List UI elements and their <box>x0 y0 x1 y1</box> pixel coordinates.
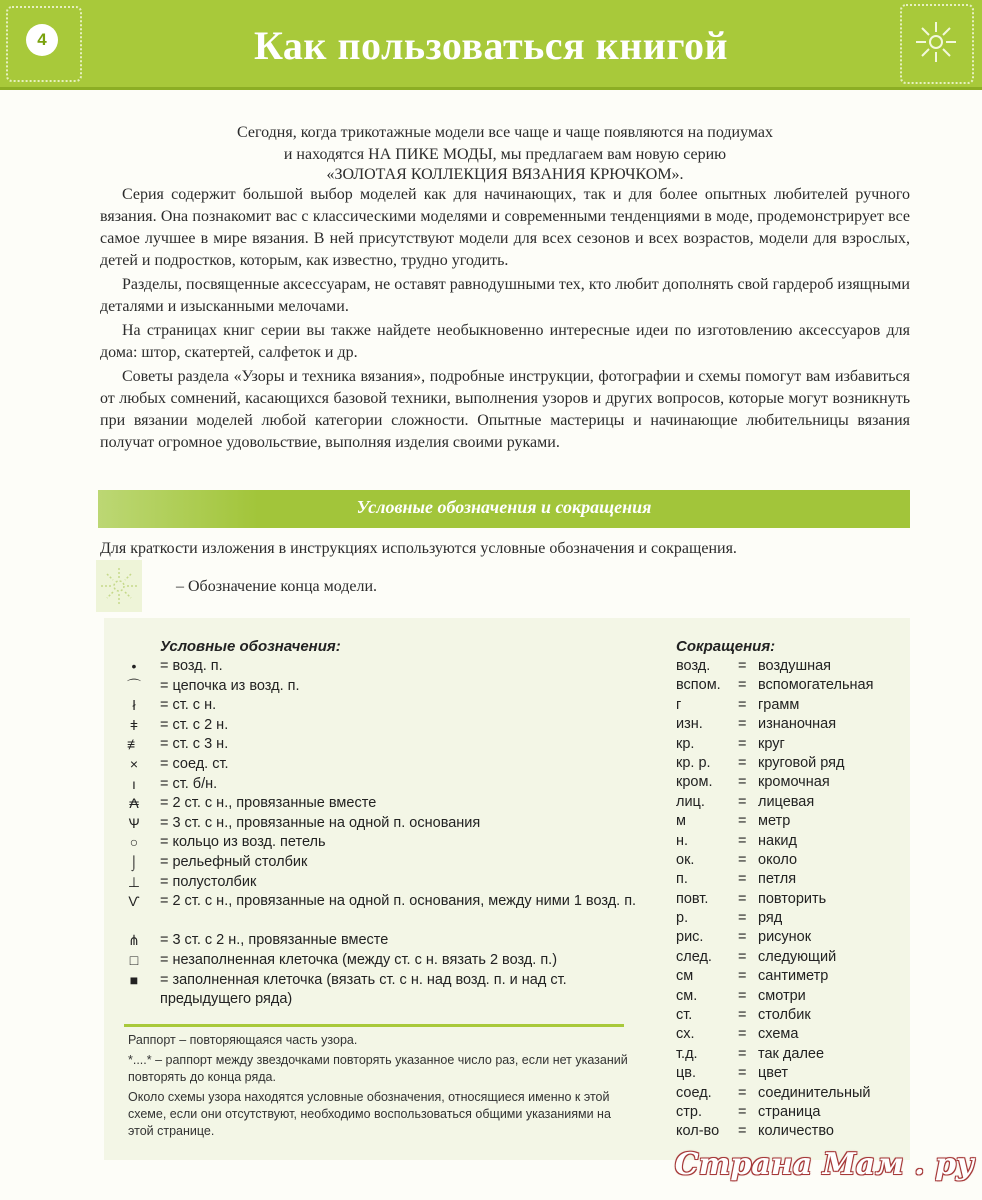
abbreviation-key: кр. р. <box>676 754 711 771</box>
abbreviation-value: ряд <box>758 910 783 927</box>
abbreviation-key: т.д. <box>676 1045 698 1062</box>
abbreviation-row <box>676 1045 906 1064</box>
equals-sign: = <box>738 793 747 810</box>
series-name: «ЗОЛОТАЯ КОЛЛЕКЦИЯ ВЯЗАНИЯ КРЮЧКОМ». <box>326 166 684 183</box>
abbreviation-row <box>676 1025 906 1044</box>
symbol-text: соед. ст. <box>172 755 229 772</box>
equals-sign: = <box>738 677 747 694</box>
symbol-text: ст. с 3 н. <box>172 736 229 753</box>
equals-sign: = <box>738 735 747 752</box>
equals-sign: = <box>738 929 747 946</box>
abbreviation-key: г <box>676 696 682 713</box>
abbreviations-list <box>676 657 906 1142</box>
abbreviation-key: сх. <box>676 1026 695 1043</box>
symbol-description: = рельефный столбик <box>160 853 308 870</box>
paragraph: Серия содержит большой выбор моделей как для начинающих, так и для более опытных любителей ручного вязания. Она познакомит вас с классическими моделями и современными тенденциями в моде, продемонстрирует все самое лучшее в мире вязания. В ней присутствуют модели для всех сезонов и всех возрастов, модели для взрослых, детей и подростков, которым, как известно, трудно угодить. <box>100 186 910 269</box>
equals-sign: = <box>738 948 747 965</box>
symbol-row <box>124 794 644 814</box>
abbreviation-value: количество <box>758 1123 834 1140</box>
symbol-text: цепочка из возд. п. <box>172 677 300 694</box>
abbreviation-value: грамм <box>758 696 800 713</box>
abbreviation-row <box>676 1103 906 1122</box>
abbreviation-row <box>676 773 906 792</box>
equals-sign: = <box>738 890 747 907</box>
v-stitch-icon: Ѵ <box>128 893 140 910</box>
abbreviation-value: рисунок <box>758 929 812 946</box>
abbreviation-row <box>676 735 906 754</box>
double-crochet-icon: ł <box>132 697 136 714</box>
symbols-heading: Условные обозначения: <box>160 638 341 655</box>
abbreviation-key: вспом. <box>676 677 721 694</box>
symbol-description: = заполненная клеточка (вязать ст. с н. над возд. п. и над ст. предыдущего ряда) <box>160 971 567 1008</box>
symbol-row <box>124 833 644 853</box>
symbol-description: = цепочка из возд. п. <box>160 677 300 694</box>
paragraph: На страницах книг серии вы также найдете необыкновенно интересные идеи по изготовлению аксессуаров для дома: штор, скатертей, салфеток и др. <box>100 322 910 361</box>
page-title: Как пользоваться книгой <box>253 23 729 68</box>
abbreviation-value: следующий <box>758 948 837 965</box>
abbreviation-row <box>676 754 906 773</box>
paragraph: Советы раздела «Узоры и техника вязания», подробные инструкции, фотографии и схемы помогут вам избавиться от любых сомнений, касающихся базовой техники, выполнения узоров и других вопросов, которые могут возникнуть при вязании моделей любой категории сложности. Опытные мастерицы и начинающие любительницы вязания получат огромное удовольствие, выполняя изделия своими руками. <box>100 368 910 451</box>
abbreviation-row <box>676 696 906 715</box>
symbol-text: кольцо из возд. петель <box>172 834 326 851</box>
symbol-row <box>124 677 644 697</box>
intro-body <box>100 184 910 456</box>
symbol-row <box>124 892 644 931</box>
equals-sign: = <box>738 1007 747 1024</box>
half-double-icon: ⊥ <box>127 873 141 890</box>
symbol-row <box>124 755 644 775</box>
abbreviation-value: накид <box>758 832 797 849</box>
abbreviation-key: см <box>676 968 694 985</box>
ornament-icon <box>900 4 974 84</box>
header-divider <box>0 87 982 90</box>
abbreviation-key: ок. <box>676 851 695 868</box>
abbreviation-value: сантиметр <box>758 968 829 985</box>
note-rapport: Раппорт – повторяющаяся часть узора. <box>128 1033 358 1047</box>
treble-crochet-icon: ǂ <box>129 716 139 733</box>
abbreviation-key: кр. <box>676 735 695 752</box>
intro-line-2: и находятся НА ПИКЕ МОДЫ, мы предлагаем вам новую серию <box>283 146 727 163</box>
slip-stitch-cross-icon: × <box>129 755 139 772</box>
symbol-description: = 3 ст. с н., провязанные на одной п. основания <box>160 814 481 831</box>
equals-sign: = <box>738 987 747 1004</box>
double-treble-icon: ≢ <box>127 736 141 753</box>
abbreviation-key: возд. <box>676 658 711 674</box>
abbreviation-value: метр <box>758 813 791 830</box>
equals-sign: = <box>738 1045 747 1062</box>
symbol-text: возд. п. <box>172 658 223 674</box>
two-together-icon: ₳ <box>129 795 139 812</box>
symbol-text: 2 ст. с н., провязанные на одной п. основания, между ними 1 возд. п. <box>172 893 637 910</box>
abbreviation-key: след. <box>676 948 712 965</box>
symbol-text: незаполненная клеточка (между ст. с н. вязать 2 возд. п.) <box>172 951 558 968</box>
equals-sign: = <box>738 871 747 888</box>
abbreviation-row <box>676 1084 906 1103</box>
abbreviation-value: круговой ряд <box>758 754 845 771</box>
equals-sign: = <box>738 851 747 868</box>
abbreviation-key: рис. <box>676 929 704 946</box>
abbreviation-row <box>676 967 906 986</box>
abbreviations-heading: Сокращения: <box>676 638 776 655</box>
end-mark-label: – Обозначение конца модели. <box>176 578 378 595</box>
symbol-description: = 2 ст. с н., провязанные на одной п. основания, между ними 1 возд. п. <box>160 893 637 910</box>
abbreviation-row <box>676 909 906 928</box>
symbol-text: ст. б/н. <box>172 775 218 792</box>
equals-sign: = <box>738 910 747 927</box>
equals-sign: = <box>738 1123 747 1140</box>
three-in-one-icon: Ѱ <box>128 814 140 831</box>
section-note: Для краткости изложения в инструкциях используются условные обозначения и сокращения. <box>100 540 737 557</box>
chain-stitch-dot-icon: • <box>131 658 137 674</box>
symbol-text: 2 ст. с н., провязанные вместе <box>172 795 377 812</box>
abbreviation-value: повторить <box>758 890 827 907</box>
equals-sign: = <box>738 1084 747 1101</box>
symbol-text: ст. с н. <box>172 697 217 714</box>
abbreviation-key: м <box>676 813 686 830</box>
abbreviation-key: изн. <box>676 716 703 733</box>
abbreviation-row <box>676 676 906 695</box>
chain-arc-icon: ⌒ <box>127 677 141 694</box>
symbol-description: = ст. с н. <box>160 697 217 714</box>
symbol-text: заполненная клеточка (вязать ст. с н. над возд. п. и над ст. предыдущего ряда) <box>160 971 567 1008</box>
abbreviation-key: кол-во <box>676 1123 720 1140</box>
paragraph: Разделы, посвященные аксессуарам, не оставят равнодушными тех, кто любит дополнять свой гардероб изящными деталями и изысканными мелочами. <box>100 276 910 315</box>
equals-sign: = <box>738 1026 747 1043</box>
note-asterisks: *....* – раппорт между звездочками повторять указанное число раз, если нет указаний повторять до конца ряда. <box>128 1053 628 1084</box>
symbol-description: = 2 ст. с н., провязанные вместе <box>160 795 377 812</box>
abbreviation-key: р. <box>676 910 689 927</box>
abbreviation-row <box>676 1122 906 1141</box>
chain-ring-icon: ○ <box>129 834 139 851</box>
abbreviation-key: соед. <box>676 1084 712 1101</box>
symbol-text: полустолбик <box>172 873 257 890</box>
equals-sign: = <box>738 774 747 791</box>
abbreviation-key: стр. <box>676 1103 702 1120</box>
equals-sign: = <box>738 968 747 985</box>
symbol-text: ст. с 2 н. <box>172 716 229 733</box>
symbol-text: 3 ст. с н., провязанные на одной п. основания <box>172 814 481 831</box>
abbreviation-value: столбик <box>758 1007 811 1024</box>
abbreviation-key: лиц. <box>676 793 705 810</box>
abbreviation-value: лицевая <box>758 793 815 810</box>
abbreviation-row <box>676 1064 906 1083</box>
abbreviation-key: кром. <box>676 774 713 791</box>
abbreviation-value: смотри <box>758 987 806 1004</box>
symbol-description: = ст. с 2 н. <box>160 716 229 733</box>
symbol-row <box>124 814 644 834</box>
symbols-list <box>124 657 644 1010</box>
equals-sign: = <box>738 716 747 733</box>
abbreviation-row <box>676 851 906 870</box>
symbol-description: = кольцо из возд. петель <box>160 834 326 851</box>
abbreviation-row <box>676 1006 906 1025</box>
relief-post-icon: ⌡ <box>129 853 139 870</box>
section-banner <box>98 490 910 528</box>
symbol-row <box>124 716 644 736</box>
abbreviation-value: цвет <box>758 1065 789 1082</box>
equals-sign: = <box>738 813 747 830</box>
symbol-text: 3 ст. с 2 н., провязанные вместе <box>172 932 389 949</box>
equals-sign: = <box>738 658 747 674</box>
equals-sign: = <box>738 1065 747 1082</box>
symbol-description: = возд. п. <box>160 658 223 674</box>
symbol-description: = незаполненная клеточка (между ст. с н. вязать 2 возд. п.) <box>160 951 558 968</box>
abbreviation-value: петля <box>758 871 797 888</box>
abbreviation-key: ст. <box>676 1007 693 1024</box>
symbol-row <box>124 775 644 795</box>
abbreviation-row <box>676 987 906 1006</box>
empty-cell-icon: □ <box>129 951 139 968</box>
abbreviation-row <box>676 870 906 889</box>
symbol-row <box>124 696 644 716</box>
abbreviation-value: страница <box>758 1103 821 1120</box>
notes-divider <box>124 1024 624 1027</box>
abbreviation-row <box>676 715 906 734</box>
abbreviation-value: изнаночная <box>758 716 837 733</box>
symbol-row <box>124 971 644 1010</box>
abbreviation-row <box>676 928 906 947</box>
abbreviation-key: н. <box>676 832 689 849</box>
abbreviation-value: около <box>758 851 798 868</box>
symbol-description: = соед. ст. <box>160 755 229 772</box>
abbreviation-row <box>676 890 906 909</box>
notes-block <box>128 1032 628 1143</box>
abbreviation-value: соединительный <box>758 1084 871 1101</box>
abbreviation-row <box>676 793 906 812</box>
symbol-description: = 3 ст. с 2 н., провязанные вместе <box>160 932 389 949</box>
symbol-description: = полустолбик <box>160 873 257 890</box>
abbreviation-value: схема <box>758 1026 799 1043</box>
symbol-row <box>124 873 644 893</box>
single-crochet-icon: ı <box>132 775 136 792</box>
symbol-row <box>124 735 644 755</box>
filled-cell-icon: ■ <box>129 971 139 988</box>
equals-sign: = <box>738 754 747 771</box>
abbreviation-value: вспомогательная <box>758 677 874 694</box>
abbreviation-row <box>676 657 906 676</box>
abbreviation-row <box>676 832 906 851</box>
symbol-description: = ст. с 3 н. <box>160 736 229 753</box>
section-title: Условные обозначения и сокращения <box>356 497 652 517</box>
symbol-row <box>124 657 644 677</box>
equals-sign: = <box>738 696 747 713</box>
abbreviation-row <box>676 812 906 831</box>
note-schema: Около схемы узора находятся условные обозначения, относящиеся именно к этой схеме, если они отсутствуют, необходимо воспользоваться общими указаниями на этой странице. <box>128 1090 611 1138</box>
symbol-description: = ст. б/н. <box>160 775 218 792</box>
page-number: 4 <box>26 24 58 56</box>
abbreviation-key: см. <box>676 987 698 1004</box>
legend-panel <box>104 618 910 1160</box>
abbreviation-key: п. <box>676 871 688 888</box>
site-watermark: Страна Мам . ру <box>674 1147 974 1182</box>
abbreviation-key: цв. <box>676 1065 697 1082</box>
abbreviation-value: воздушная <box>758 658 832 674</box>
three-together-icon: ⋔ <box>128 932 140 949</box>
abbreviation-row <box>676 948 906 967</box>
symbol-text: рельефный столбик <box>172 853 308 870</box>
abbreviation-value: так далее <box>758 1045 825 1062</box>
page-header <box>0 0 982 90</box>
abbreviation-value: кромочная <box>758 774 830 791</box>
equals-sign: = <box>738 832 747 849</box>
abbreviation-value: круг <box>758 735 785 752</box>
symbol-row <box>124 931 644 951</box>
symbol-row <box>124 951 644 971</box>
abbreviation-key: повт. <box>676 890 709 907</box>
equals-sign: = <box>738 1103 747 1120</box>
end-of-model-icon <box>96 560 142 612</box>
intro-line-1: Сегодня, когда трикотажные модели все чаще и чаще появляются на подиумах <box>236 124 774 141</box>
symbol-row <box>124 853 644 873</box>
